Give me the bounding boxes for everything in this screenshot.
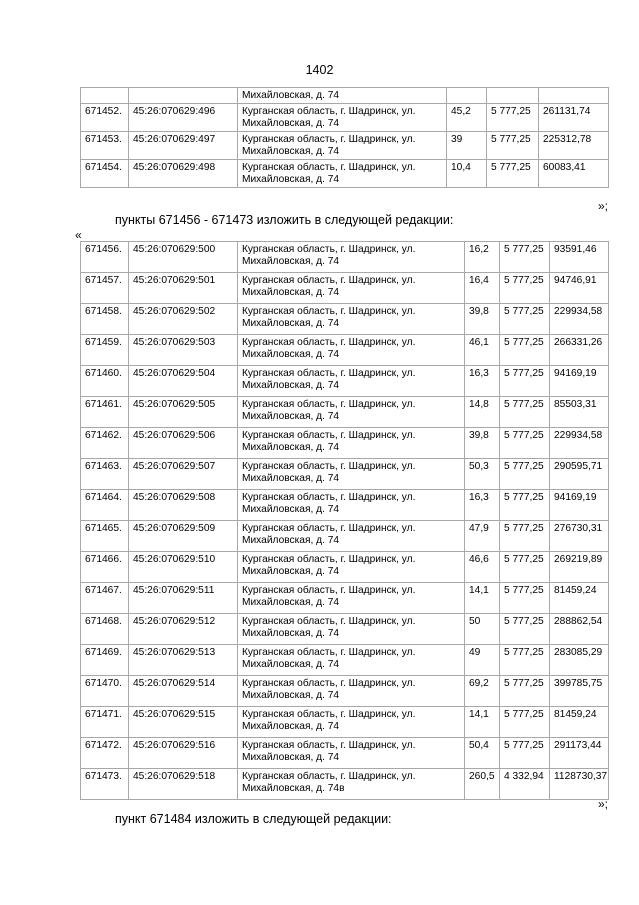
value-cell: 94746,91 — [550, 273, 609, 304]
value-cell: 81459,24 — [550, 707, 609, 738]
address-cell: Курганская область, г. Шадринск, ул. Михайловская, д. 74 — [238, 104, 447, 132]
item-number: 671454. — [81, 160, 129, 188]
item-number: 671469. — [81, 645, 129, 676]
area-cell: 14,8 — [465, 397, 500, 428]
address-cell: Курганская область, г. Шадринск, ул. Михайловская, д. 74 — [238, 242, 465, 273]
area-cell: 46,1 — [465, 335, 500, 366]
address-cell: Курганская область, г. Шадринск, ул. Михайловская, д. 74 — [238, 614, 465, 645]
item-number: 671473. — [81, 769, 129, 800]
rate-cell: 5 777,25 — [500, 583, 550, 614]
property-table-1 — [80, 87, 609, 188]
value-cell: 269219,89 — [550, 552, 609, 583]
address-cell: Курганская область, г. Шадринск, ул. Михайловская, д. 74 — [238, 552, 465, 583]
cadastral-number: 45:26:070629:514 — [129, 676, 238, 707]
address-cell: Курганская область, г. Шадринск, ул. Михайловская, д. 74 — [238, 397, 465, 428]
table-row — [81, 304, 609, 335]
item-number: 671459. — [81, 335, 129, 366]
item-number: 671461. — [81, 397, 129, 428]
item-number: 671472. — [81, 738, 129, 769]
address-cell: Курганская область, г. Шадринск, ул. Михайловская, д. 74 — [238, 304, 465, 335]
table-row — [81, 614, 609, 645]
area-cell: 16,2 — [465, 242, 500, 273]
area-cell: 50 — [465, 614, 500, 645]
area-cell: 49 — [465, 645, 500, 676]
address-cell: Курганская область, г. Шадринск, ул. Михайловская, д. 74 — [238, 160, 447, 188]
item-number: 671452. — [81, 104, 129, 132]
rate-cell: 5 777,25 — [500, 490, 550, 521]
item-number: 671462. — [81, 428, 129, 459]
table-row — [81, 335, 609, 366]
area-cell: 50,4 — [465, 738, 500, 769]
value-cell: 94169,19 — [550, 490, 609, 521]
area-cell: 47,9 — [465, 521, 500, 552]
item-number: 671457. — [81, 273, 129, 304]
cadastral-number: 45:26:070629:511 — [129, 583, 238, 614]
value-cell: 229934,58 — [550, 304, 609, 335]
address-cell: Курганская область, г. Шадринск, ул. Михайловская, д. 74 — [238, 335, 465, 366]
cadastral-number: 45:26:070629:507 — [129, 459, 238, 490]
value-cell: 276730,31 — [550, 521, 609, 552]
value-cell: 60083,41 — [539, 160, 609, 188]
item-number: 671464. — [81, 490, 129, 521]
table-row — [81, 273, 609, 304]
rate-cell: 5 777,25 — [500, 366, 550, 397]
address-cell: Курганская область, г. Шадринск, ул. Михайловская, д. 74 — [238, 366, 465, 397]
value-cell: 288862,54 — [550, 614, 609, 645]
property-table-2 — [80, 241, 609, 800]
address-cell: Курганская область, г. Шадринск, ул. Михайловская, д. 74 — [238, 645, 465, 676]
cadastral-number: 45:26:070629:512 — [129, 614, 238, 645]
rate-cell: 5 777,25 — [500, 552, 550, 583]
value-cell: 94169,19 — [550, 366, 609, 397]
rate-cell: 5 777,25 — [500, 273, 550, 304]
value-cell: 291173,44 — [550, 738, 609, 769]
cadastral-number: 45:26:070629:509 — [129, 521, 238, 552]
cadastral-number: 45:26:070629:508 — [129, 490, 238, 521]
rate-cell: 5 777,25 — [500, 521, 550, 552]
cadastral-number: 45:26:070629:498 — [129, 160, 238, 188]
table-row — [81, 645, 609, 676]
value-cell: 290595,71 — [550, 459, 609, 490]
rate-cell: 5 777,25 — [500, 707, 550, 738]
value-cell: 266331,26 — [550, 335, 609, 366]
area-cell: 10,4 — [447, 160, 487, 188]
area-cell: 14,1 — [465, 707, 500, 738]
rate-cell: 5 777,25 — [487, 132, 539, 160]
value-cell: 399785,75 — [550, 676, 609, 707]
item-number: 671465. — [81, 521, 129, 552]
rate-cell: 5 777,25 — [500, 459, 550, 490]
area-cell: 39,8 — [465, 304, 500, 335]
cadastral-number: 45:26:070629:506 — [129, 428, 238, 459]
item-number: 671470. — [81, 676, 129, 707]
address-cell: Михайловская, д. 74 — [238, 88, 447, 104]
cadastral-number: 45:26:070629:505 — [129, 397, 238, 428]
address-cell: Курганская область, г. Шадринск, ул. Михайловская, д. 74 — [238, 738, 465, 769]
cadastral-number: 45:26:070629:513 — [129, 645, 238, 676]
item-number: 671458. — [81, 304, 129, 335]
table-row — [81, 160, 609, 188]
cadastral-number: 45:26:070629:516 — [129, 738, 238, 769]
address-cell: Курганская область, г. Шадринск, ул. Михайловская, д. 74 — [238, 132, 447, 160]
rate-cell: 5 777,25 — [500, 304, 550, 335]
closing-quote-1: »; — [597, 199, 608, 213]
cadastral-number: 45:26:070629:497 — [129, 132, 238, 160]
area-cell: 16,3 — [465, 490, 500, 521]
cadastral-number: 45:26:070629:515 — [129, 707, 238, 738]
table-row — [81, 242, 609, 273]
value-cell: 1128730,37 — [550, 769, 609, 800]
opening-quote: « — [75, 228, 82, 242]
rate-cell: 5 777,25 — [487, 104, 539, 132]
rate-cell: 5 777,25 — [500, 428, 550, 459]
cadastral-number: 45:26:070629:502 — [129, 304, 238, 335]
address-cell: Курганская область, г. Шадринск, ул. Михайловская, д. 74 — [238, 428, 465, 459]
address-cell: Курганская область, г. Шадринск, ул. Михайловская, д. 74 — [238, 676, 465, 707]
cadastral-number: 45:26:070629:501 — [129, 273, 238, 304]
address-cell: Курганская область, г. Шадринск, ул. Михайловская, д. 74 — [238, 521, 465, 552]
value-cell: 283085,29 — [550, 645, 609, 676]
cadastral-number: 45:26:070629:496 — [129, 104, 238, 132]
address-cell: Курганская область, г. Шадринск, ул. Михайловская, д. 74 — [238, 707, 465, 738]
rate-cell: 5 777,25 — [500, 614, 550, 645]
address-cell: Курганская область, г. Шадринск, ул. Михайловская, д. 74 — [238, 583, 465, 614]
value-cell: 229934,58 — [550, 428, 609, 459]
table-row — [81, 583, 609, 614]
area-cell: 39,8 — [465, 428, 500, 459]
value-cell: 93591,46 — [550, 242, 609, 273]
table-row — [81, 738, 609, 769]
rate-cell: 5 777,25 — [500, 738, 550, 769]
item-number: 671453. — [81, 132, 129, 160]
rate-cell: 5 777,25 — [500, 242, 550, 273]
value-cell: 225312,78 — [539, 132, 609, 160]
area-cell: 46,6 — [465, 552, 500, 583]
amendment-paragraph-1: пункты 671456 - 671473 изложить в следующей редакции: — [115, 213, 454, 227]
rate-cell: 5 777,25 — [487, 160, 539, 188]
cadastral-number: 45:26:070629:518 — [129, 769, 238, 800]
item-number: 671471. — [81, 707, 129, 738]
table-row — [81, 104, 609, 132]
item-number: 671460. — [81, 366, 129, 397]
table-row — [81, 397, 609, 428]
rate-cell: 5 777,25 — [500, 397, 550, 428]
table-row — [81, 132, 609, 160]
value-cell: 261131,74 — [539, 104, 609, 132]
item-number: 671466. — [81, 552, 129, 583]
address-cell: Курганская область, г. Шадринск, ул. Михайловская, д. 74 — [238, 459, 465, 490]
rate-cell: 5 777,25 — [500, 645, 550, 676]
area-cell: 16,4 — [465, 273, 500, 304]
closing-quote-2: »; — [597, 797, 608, 811]
area-cell: 69,2 — [465, 676, 500, 707]
table-row — [81, 769, 609, 800]
address-cell: Курганская область, г. Шадринск, ул. Михайловская, д. 74 — [238, 490, 465, 521]
table-row-continued — [81, 88, 609, 104]
rate-cell: 5 777,25 — [500, 335, 550, 366]
rate-cell: 4 332,94 — [500, 769, 550, 800]
area-cell: 260,5 — [465, 769, 500, 800]
item-number: 671467. — [81, 583, 129, 614]
address-cell: Курганская область, г. Шадринск, ул. Михайловская, д. 74 — [238, 273, 465, 304]
value-cell: 85503,31 — [550, 397, 609, 428]
cadastral-number: 45:26:070629:510 — [129, 552, 238, 583]
page-number: 1402 — [305, 63, 334, 77]
cadastral-number: 45:26:070629:504 — [129, 366, 238, 397]
area-cell: 16,3 — [465, 366, 500, 397]
table-row — [81, 428, 609, 459]
area-cell: 39 — [447, 132, 487, 160]
cadastral-number: 45:26:070629:500 — [129, 242, 238, 273]
value-cell: 81459,24 — [550, 583, 609, 614]
table-row — [81, 459, 609, 490]
rate-cell: 5 777,25 — [500, 676, 550, 707]
table-row — [81, 366, 609, 397]
area-cell: 14,1 — [465, 583, 500, 614]
item-number: 671456. — [81, 242, 129, 273]
cadastral-number: 45:26:070629:503 — [129, 335, 238, 366]
table-row — [81, 552, 609, 583]
item-number: 671463. — [81, 459, 129, 490]
amendment-paragraph-2: пункт 671484 изложить в следующей редакции: — [115, 812, 392, 826]
area-cell: 50,3 — [465, 459, 500, 490]
area-cell: 45,2 — [447, 104, 487, 132]
table-row — [81, 676, 609, 707]
table-row — [81, 521, 609, 552]
table-row — [81, 707, 609, 738]
address-cell: Курганская область, г. Шадринск, ул. Михайловская, д. 74в — [238, 769, 465, 800]
table-row — [81, 490, 609, 521]
item-number: 671468. — [81, 614, 129, 645]
